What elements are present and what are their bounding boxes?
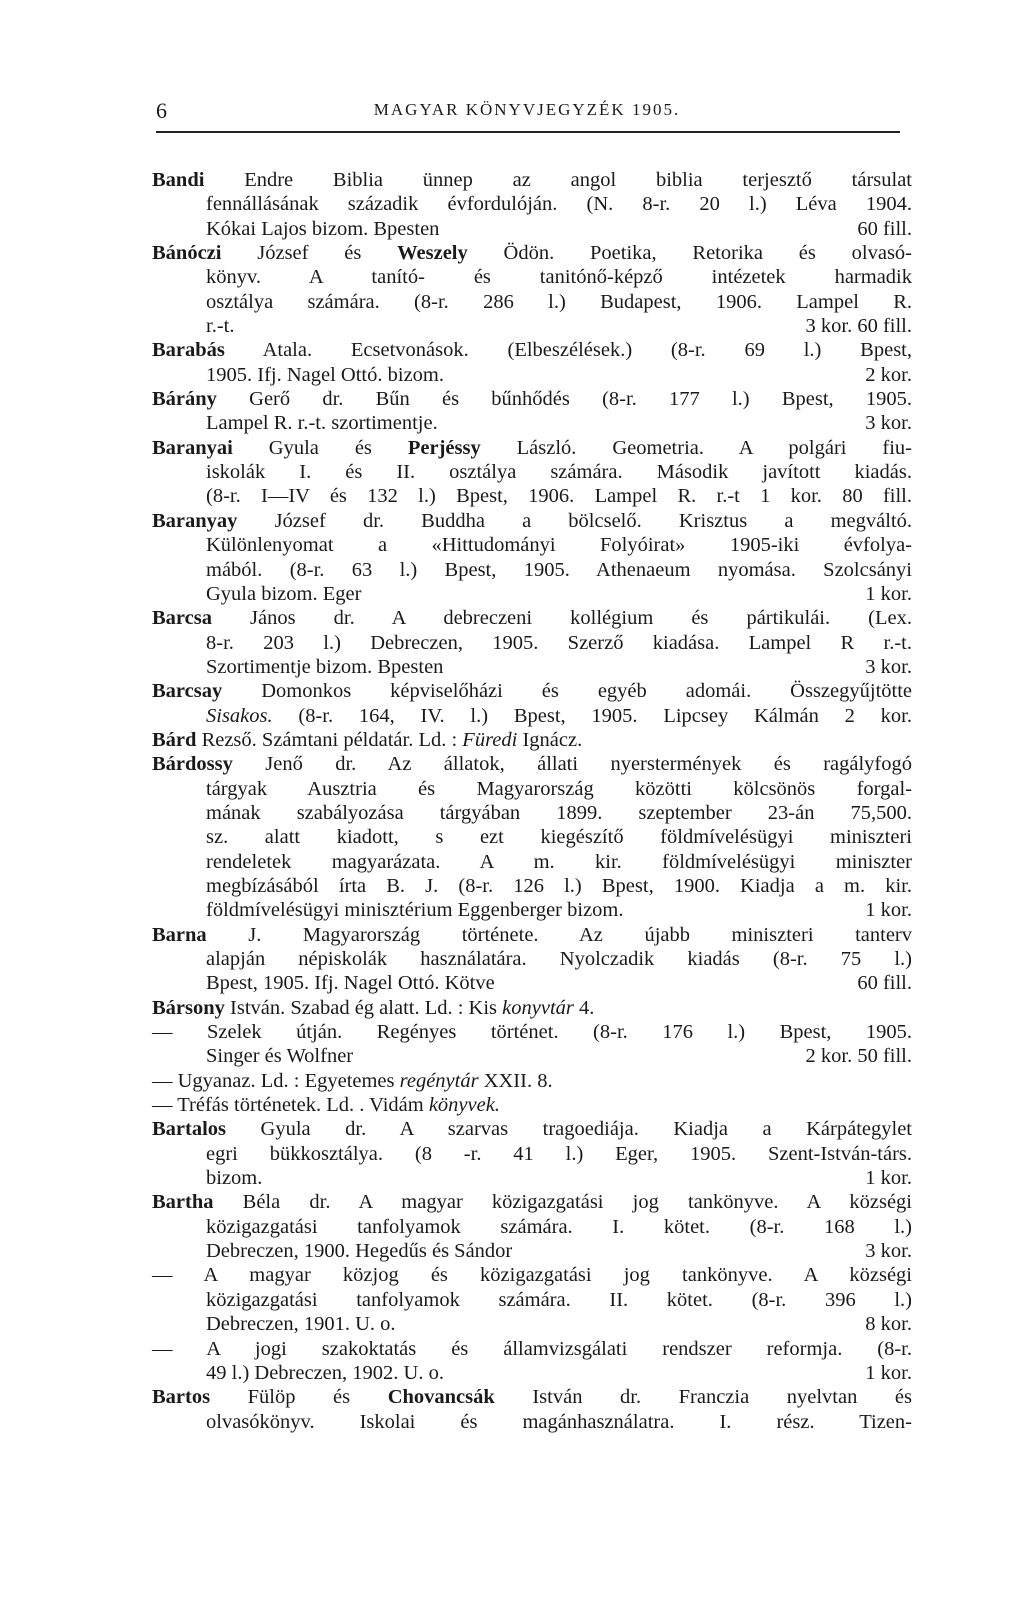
entry-text: Ignácz. (517, 728, 583, 751)
entry-text: közigazgatási tanfolyamok számára. II. kötet. (8-r. 396 l.) (206, 1288, 912, 1311)
entry-continuation-line (152, 801, 912, 825)
entry-text: Gyula dr. A szarvas tragoediája. Kiadja a Kárpátegylet (226, 1118, 912, 1141)
entry-continuation-line (152, 1044, 912, 1068)
entry-continuation-line (152, 1288, 912, 1312)
entry-dash-line (152, 1337, 912, 1361)
entry-text: Különlenyomat a «Hittudományi Folyóirat» 1905-iki évfolya- (206, 534, 912, 557)
entry-continuation-line (152, 460, 912, 484)
entry-continuation-line (152, 533, 912, 557)
entry-first-line (152, 679, 912, 703)
author-name: Bartha (152, 1191, 214, 1214)
entry-text: megbízásából írta B. J. (8-r. 126 l.) Bpest, 1900. Kiadja a m. kir. (206, 874, 912, 897)
entry-dash-line (152, 1093, 912, 1117)
entry-continuation-line (152, 850, 912, 874)
entry-text: tárgyak Ausztria és Magyarország közötti kölcsönös forgal- (206, 777, 912, 800)
entry-text: r.-t. (206, 315, 235, 338)
entry-first-line (152, 728, 912, 752)
entry-continuation-line (152, 1312, 912, 1336)
entry-text: József és (221, 242, 398, 265)
running-title: MAGYAR KÖNYVJEGYZÉK 1905. (373, 100, 681, 119)
price: 1 kor. (865, 1361, 912, 1384)
entry-continuation-line (152, 582, 912, 606)
entry-text: olvasókönyv. Iskolai és magánhasználatra. I. rész. Tizen- (206, 1410, 912, 1433)
price: 3 kor. 60 fill. (805, 315, 912, 338)
entry-text: fennállásának századik évfordulóján. (N. 8-r. 20 l.) Léva 1904. (206, 193, 912, 216)
entry-first-line (152, 1385, 912, 1409)
entry-text: László. Geometria. A polgári fiu- (480, 436, 912, 459)
italic-text: konyvtár (502, 996, 574, 1019)
entry-text: 49 l.) Debreczen, 1902. U. o. (206, 1361, 444, 1384)
entry-text: sz. alatt kiadott, s ezt kiegészítő földmívelésügyi miniszteri (206, 826, 912, 849)
italic-text: Sisakos. (206, 704, 273, 727)
price: 1 kor. (865, 1167, 912, 1190)
entry-first-line (152, 168, 912, 192)
entry-first-line (152, 387, 912, 411)
entry-dash-line (152, 1069, 912, 1093)
entry-text: Debreczen, 1901. U. o. (206, 1313, 396, 1336)
entry-continuation-line (152, 1410, 912, 1434)
entry-continuation-line (152, 898, 912, 922)
entry-text: mának szabályozása tárgyában 1899. szeptember 23-án 75,500. (206, 801, 912, 824)
author-name: Bárdossy (152, 753, 233, 776)
entry-text: Gerő dr. Bűn és bűnhődés (8-r. 177 l.) Bpest, 1905. (216, 388, 912, 411)
entry-continuation-line (152, 484, 912, 508)
entry-text: mából. (8-r. 63 l.) Bpest, 1905. Athenaeum nyomása. Szolcsányi (206, 558, 912, 581)
entry-first-line (152, 996, 912, 1020)
entry-continuation-line (152, 314, 912, 338)
entry-text: Debreczen, 1900. Hegedűs és Sándor (206, 1240, 513, 1263)
entry-text: rendeletek magyarázata. A m. kir. földmívelésügyi miniszter (206, 850, 912, 873)
author-name: Barna (152, 923, 207, 946)
author-name: Bárány (152, 388, 217, 411)
author-name: Perjéssy (407, 436, 481, 459)
entry-first-line (152, 509, 912, 533)
entry-continuation-line (152, 192, 912, 216)
entry-dash-line (152, 1020, 912, 1044)
entry-continuation-line (152, 777, 912, 801)
entry-continuation-line (152, 1142, 912, 1166)
entry-text: (8-r. I—IV és 132 l.) Bpest, 1906. Lampel R. r.-t 1 kor. 80 fill. (206, 485, 912, 508)
entry-text: István dr. Franczia nyelvtan és (494, 1386, 912, 1409)
entry-continuation-line (152, 558, 912, 582)
entry-text: 4. (573, 996, 595, 1019)
entry-text: Domonkos képviselőházi és egyéb adomái. Összegyűjtötte (222, 680, 912, 703)
entry-text: XXII. 8. (478, 1069, 553, 1092)
entry-continuation-line (152, 825, 912, 849)
entry-first-line (152, 1190, 912, 1214)
price: 8 kor. (865, 1313, 912, 1336)
header-rule (156, 131, 900, 133)
author-name: Chovancsák (387, 1386, 495, 1409)
author-name: Bartos (152, 1386, 211, 1409)
price: 3 kor. (865, 655, 912, 678)
italic-text: regénytár (399, 1069, 479, 1092)
entry-first-line (152, 338, 912, 362)
entry-text: Szortimentje bizom. Bpesten (206, 655, 444, 678)
author-name: Weszely (397, 242, 468, 265)
entry-text: — A magyar közjog és közigazgatási jog tankönyve. A községi (152, 1264, 912, 1287)
author-name: Bandi (152, 169, 205, 191)
price: 2 kor. (865, 363, 912, 386)
entry-text: Lampel R. r.-t. szortimentje. (206, 412, 438, 435)
entry-dash-line (152, 1263, 912, 1287)
entry-text: egri bükkosztálya. (8 -r. 41 l.) Eger, 1905. Szent-István-társ. (206, 1142, 912, 1165)
author-name: Bárd (152, 728, 197, 751)
entry-continuation-line (152, 217, 912, 241)
entry-text: Béla dr. A magyar közigazgatási jog tankönyve. A községi (213, 1191, 912, 1214)
entry-text: Bpest, 1905. Ifj. Nagel Ottó. Kötve (206, 972, 495, 995)
price: 3 kor. (865, 412, 912, 435)
price: 3 kor. (865, 1240, 912, 1263)
entry-continuation-line (152, 363, 912, 387)
italic-text: könyvek. (428, 1094, 500, 1117)
entry-continuation-line (152, 971, 912, 995)
entry-text: Fülöp és (210, 1386, 388, 1409)
entry-continuation-line (152, 1361, 912, 1385)
entry-text: (8-r. 164, IV. l.) Bpest, 1905. Lipcsey Kálmán 2 kor. (272, 704, 912, 727)
entry-text: — Szelek útján. Regényes történet. (8-r. 176 l.) Bpest, 1905. (152, 1021, 912, 1044)
author-name: Baranyay (152, 509, 238, 532)
entry-first-line (152, 436, 912, 460)
author-name: Bársony (152, 996, 225, 1019)
entry-continuation-line (152, 631, 912, 655)
entry-text: Endre Biblia ünnep az angol biblia terjesztő társulat (204, 169, 912, 191)
entry-continuation-line (152, 265, 912, 289)
entry-continuation-line (152, 704, 912, 728)
price: 1 kor. (865, 899, 912, 922)
entry-text: József dr. Buddha a bölcselő. Krisztus a megváltó. (237, 509, 912, 532)
price: 2 kor. 50 fill. (805, 1045, 912, 1068)
entry-text: Ödön. Poetika, Retorika és olvasó- (467, 242, 913, 265)
entry-first-line (152, 752, 912, 776)
entry-text: Singer és Wolfner (206, 1045, 354, 1068)
author-name: Bartalos (152, 1118, 227, 1141)
bibliography-body (152, 168, 912, 1434)
entry-text: Rezső. Számtani példatár. Ld. : (196, 728, 463, 751)
page-number: 6 (156, 98, 167, 123)
entry-first-line (152, 1117, 912, 1141)
entry-text: közigazgatási tanfolyamok számára. I. kötet. (8-r. 168 l.) (206, 1215, 912, 1238)
entry-continuation-line (152, 1239, 912, 1263)
entry-continuation-line (152, 290, 912, 314)
entry-text: Jenő dr. Az állatok, állati nyerstermények és ragályfogó (232, 753, 912, 776)
entry-continuation-line (152, 1166, 912, 1190)
entry-continuation-line (152, 874, 912, 898)
entry-text: János dr. A debreczeni kollégium és pártikulái. (Lex. (211, 607, 912, 630)
author-name: Barabás (152, 339, 225, 362)
entry-text: könyv. A tanító- és tanitónő-képző intézetek harmadik (206, 266, 912, 289)
author-name: Barcsay (152, 680, 223, 703)
author-name: Baranyai (152, 436, 233, 459)
entry-text: Gyula és (232, 436, 408, 459)
entry-first-line (152, 923, 912, 947)
entry-text: J. Magyarország története. Az újabb miniszteri tanterv (206, 923, 912, 946)
entry-text: Atala. Ecsetvonások. (Elbeszélések.) (8-r. 69 l.) Bpest, (224, 339, 912, 362)
price: 60 fill. (857, 217, 912, 240)
entry-text: 8-r. 203 l.) Debreczen, 1905. Szerző kiadása. Lampel R r.-t. (206, 631, 912, 654)
entry-continuation-line (152, 947, 912, 971)
author-name: Barcsa (152, 607, 212, 630)
entry-text: iskolák I. és II. osztálya számára. Második javított kiadás. (206, 461, 912, 484)
entry-continuation-line (152, 1215, 912, 1239)
entry-text: — Tréfás történetek. Ld. . Vidám (152, 1094, 429, 1117)
price: 1 kor. (865, 582, 912, 605)
entry-text: Kókai Lajos bizom. Bpesten (206, 217, 440, 240)
entry-first-line (152, 241, 912, 265)
page-header (156, 92, 898, 132)
entry-text: Gyula bizom. Eger (206, 582, 362, 605)
entry-text: — Ugyanaz. Ld. : Egyetemes (152, 1069, 400, 1092)
author-name: Bánóczi (152, 242, 222, 265)
italic-text: Füredi (462, 728, 518, 751)
entry-text: István. Szabad ég alatt. Ld. : Kis (224, 996, 503, 1019)
entry-continuation-line (152, 411, 912, 435)
entry-first-line (152, 606, 912, 630)
entry-text: 1905. Ifj. Nagel Ottó. bizom. (206, 363, 444, 386)
entry-text: osztálya számára. (8-r. 286 l.) Budapest, 1906. Lampel R. (206, 290, 912, 313)
entry-text: alapján népiskolák használatára. Nyolczadik kiadás (8-r. 75 l.) (206, 948, 912, 970)
entry-text: bizom. (206, 1167, 263, 1190)
price: 60 fill. (857, 972, 912, 995)
entry-continuation-line (152, 655, 912, 679)
entry-text: — A jogi szakoktatás és államvizsgálati rendszer reformja. (8-r. (152, 1337, 912, 1360)
entry-text: földmívelésügyi minisztérium Eggenberger bizom. (206, 899, 624, 922)
